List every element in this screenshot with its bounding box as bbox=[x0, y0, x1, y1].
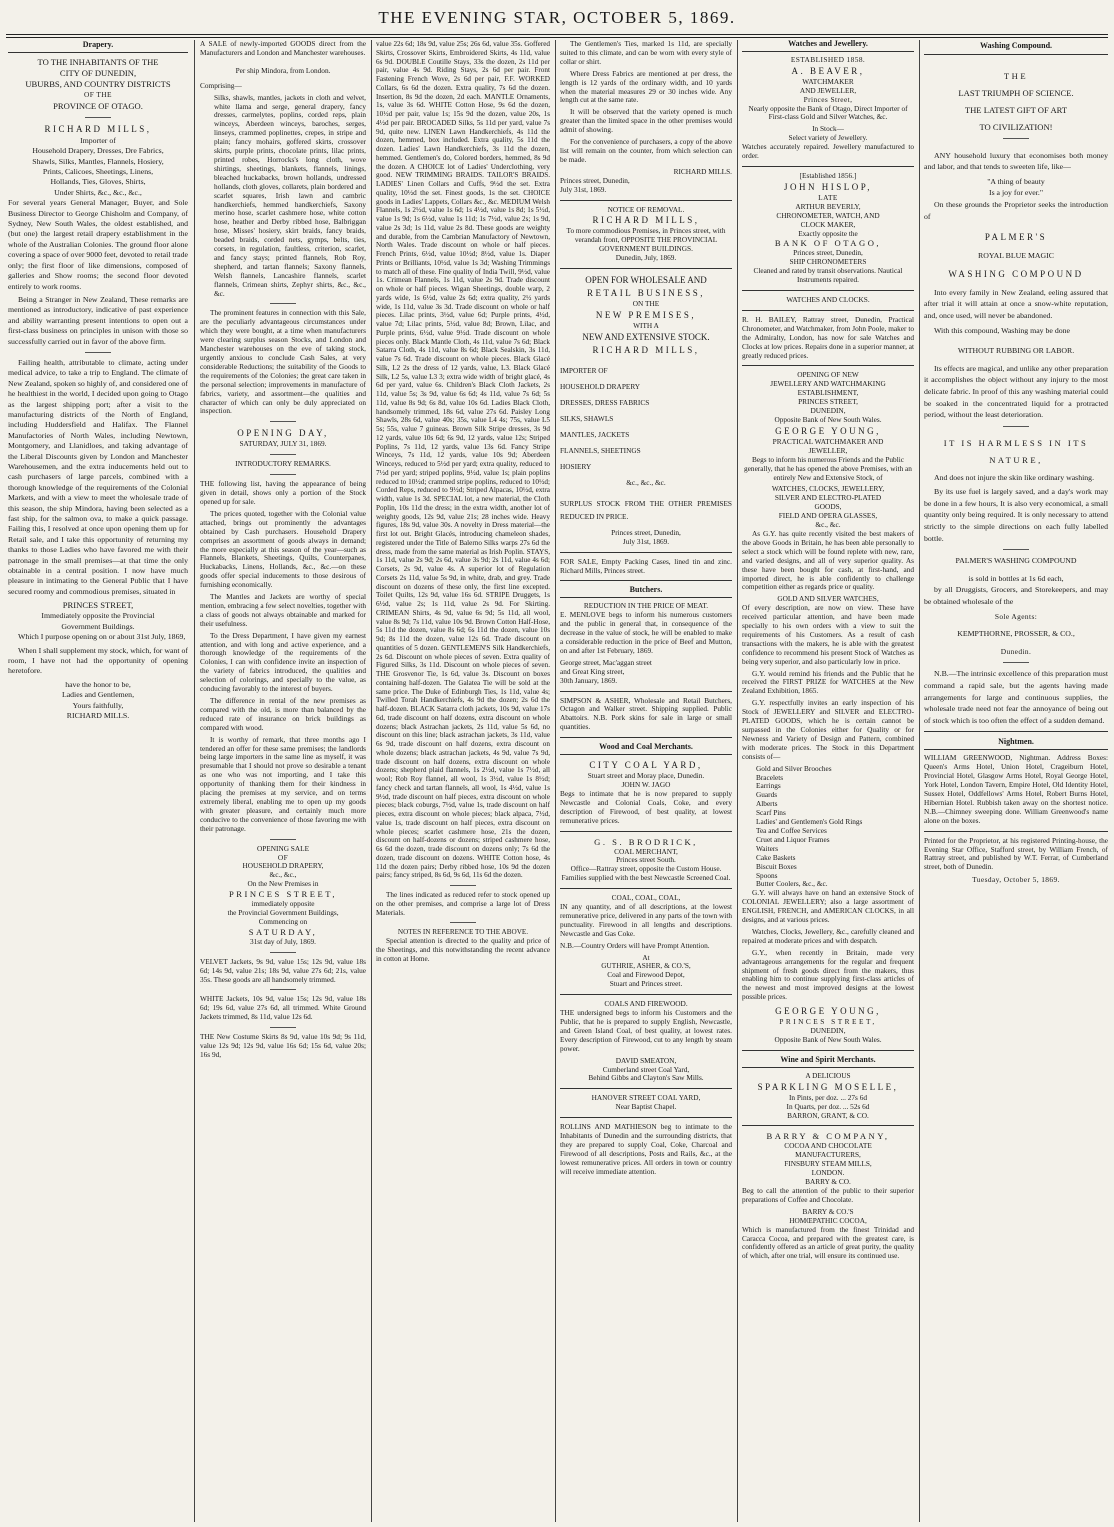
price-line: In Pints, per doz. ... 27s 6d bbox=[788, 1092, 868, 1102]
column-rule-3 bbox=[555, 40, 556, 1522]
opening-line: OPENING OF NEW bbox=[797, 370, 859, 380]
paragraph: Being a Stranger in New Zealand, These remarks are mentioned as introductory, indicative of past experience and ability warranting present intentions to open out a first-class business on principles in unison with those so successfully carried out in favor of the above firm. bbox=[8, 294, 188, 346]
importer-line: MANTLES, JACKETS bbox=[560, 429, 630, 439]
business-line: BARRY & CO. bbox=[805, 1177, 851, 1187]
ad-line: Household Drapery, Dresses, Dre Fabrics, bbox=[32, 146, 164, 156]
address-line: Near Baptist Chapel. bbox=[615, 1102, 677, 1112]
column-4 bbox=[560, 40, 732, 1520]
advertiser-name: RICHARD MILLS, bbox=[592, 344, 700, 355]
column-rule-2 bbox=[371, 40, 372, 1522]
divider bbox=[924, 831, 1108, 832]
importer-line: IMPORTER OF bbox=[560, 365, 608, 375]
business-line: COCOA AND CHOCOLATE bbox=[784, 1141, 872, 1151]
agents-label: Sole Agents: bbox=[994, 611, 1038, 621]
divider bbox=[270, 474, 296, 475]
stock-line: FIELD AND OPERA GLASSES, bbox=[778, 511, 878, 521]
address-line: UBURBS, AND COUNTRY DISTRICTS bbox=[25, 79, 171, 90]
open-line: RETAIL BUSINESS, bbox=[587, 288, 705, 299]
divider bbox=[85, 117, 111, 118]
paragraph: To more commodious Premises, in Princes street, with verandah front, OPPOSITE THE PROVINCIAL GOVERNMENT BUILDINGS. bbox=[566, 226, 726, 254]
ad-line: Under Shirts, &c., &c., &c., bbox=[54, 187, 142, 197]
column-5 bbox=[742, 40, 914, 1520]
sale-line: SATURDAY, bbox=[248, 926, 318, 937]
sale-line: immediately opposite bbox=[251, 899, 315, 909]
divider bbox=[742, 1050, 914, 1051]
paragraph: FOR SALE, Empty Packing Cases, lined tin and zinc. Richard Mills, Princes street. bbox=[560, 556, 732, 575]
paragraph: A SALE of newly-imported GOODS direct from the Manufacturers and London and Manchester warehouses. bbox=[200, 40, 366, 57]
paragraph: As G.Y. has quite recently visited the best makers of the above Goods in Britain, he has been able personally to select a stock which will be found replete with new, rare, and varied designs, and all of very superior quality. As these have been bought for cash, at first-hand, and imported direct, he is able confidently to challenge competition either as regards price or quality. bbox=[742, 528, 914, 592]
advertiser-name: GEORGE YOUNG, bbox=[775, 1006, 881, 1017]
sale-line: OPENING SALE bbox=[256, 843, 310, 853]
business-line: AND JEWELLER, bbox=[799, 85, 857, 95]
divider bbox=[560, 691, 732, 692]
headline: THE bbox=[1003, 70, 1029, 81]
removal-heading: NOTICE OF REMOVAL. bbox=[607, 204, 685, 214]
headline: NATURE, bbox=[989, 454, 1043, 465]
importer-line: FLANNELS, SHEETINGS bbox=[560, 445, 641, 455]
divider bbox=[742, 365, 914, 366]
column-6 bbox=[924, 40, 1108, 1520]
section-heading-wine: Wine and Spirit Merchants. bbox=[742, 1056, 914, 1068]
paragraph: VELVET Jackets, 9s 9d, value 15s; 12s 9d, value 18s 6d; 14s 9d, value 21s; 18s 9d, value 27s 6d; 21s, value 35s. These goods are all handsomely trimmed. bbox=[200, 956, 366, 984]
paragraph: Nearly opposite the Bank of Otago, Direct Importer of First-class Gold and Silver Watches, &c. bbox=[748, 103, 908, 122]
signature-line: July 31st, 1869. bbox=[560, 184, 607, 194]
column-2 bbox=[200, 40, 366, 1520]
advertiser-name: RICHARD MILLS, bbox=[592, 215, 700, 226]
open-line: WITH A bbox=[633, 320, 659, 330]
column-3 bbox=[376, 40, 550, 1520]
business-line: Exactly opposite the bbox=[798, 228, 858, 238]
merchant-name: BARRON, GRANT, & CO. bbox=[787, 1110, 869, 1120]
business-line: Families supplied with the best Newcastle Screened Coal. bbox=[561, 873, 731, 883]
paragraph: SIMPSON & ASHER, Wholesale and Retail Butchers, Octagon and Walker street. Shipping supplied. Public Abattoirs. N.B. Pork skins for sale in large or small quantities. bbox=[560, 695, 732, 732]
paragraph: The lines indicated as reduced refer to stock opened up on the other premises, and comprise a large lot of Dress Materials. bbox=[376, 891, 550, 917]
paragraph: Watches, Clocks, Jewellery, &c., carefully cleaned and repaired at moderate prices and with despatch. bbox=[742, 926, 914, 945]
ship-line: Per ship Mindora, from London. bbox=[235, 65, 331, 75]
business-name: CITY COAL YARD, bbox=[589, 760, 703, 771]
date-line: July 31st, 1869. bbox=[622, 536, 670, 546]
divider bbox=[742, 310, 914, 311]
divider bbox=[270, 1027, 296, 1028]
divider bbox=[560, 1117, 732, 1118]
paragraph: Watches accurately repaired. Jewellery manufactured to order. bbox=[742, 142, 914, 161]
divider bbox=[450, 922, 476, 923]
business-line: MANUFACTURERS, bbox=[795, 1150, 861, 1160]
established-line: [Established 1856.] bbox=[799, 170, 857, 180]
paragraph: The Gentlemen's Ties, marked 1s 11d, are specially suited to this climate, and can be worn with every style of collar or shirt. bbox=[560, 40, 732, 66]
at-line: At bbox=[642, 952, 650, 962]
divider bbox=[560, 831, 732, 832]
importer-line: HOUSEHOLD DRAPERY bbox=[560, 381, 641, 391]
address-line: and Great King street, bbox=[560, 666, 625, 676]
business-line: BARRY & CO.'S bbox=[802, 1206, 854, 1216]
price-list: value 22s 6d; 18s 9d, value 25s; 26s 6d, value 35s. Goffered Skirts, Crossover Skirts, Embroidered Skirts, 4s 11d, value 6s 9d. DOUBLE Coutille Stays, 33s the dozen, 2s 11d per pair, value 4s 9d. Riding Stays, 2s 6d per pair. Front Fastening French Wove, 2s 6d per pair, F.F. WORKED Collars, 6s 6d the dozen. Extra quality, 7s 6d the dozen. Insertion, 8s 9d the dozen, 2d each. MANTLE Ornaments, 1s, value 3s 6d. WHITE Cotton Hose, 9s 6d the dozen, 10½d per pair, value 1s; 15s 9d the dozen, value 20s, 1s 4½d per pair. BROCADED Silks, 5s 11d per yard, value 7s 9d, quite new. LINEN Lawn Handkerchiefs, 4s 11d the dozen, hemmed, box included. Extra quality, 5s 11d the dozen. Ladies' Lawn Handkerchiefs, 3s 11d the dozen, hemmed. Gentlemen's do, Colored borders, hemmed, 8s 9d the dozen. A CHOICE lot of Ladies' Underclothing, very good. NEW TRIMMING BRAIDS. TAILOR'S BRAIDS. LADIES' Linen Collars and Cuffs, 9½d the set. Extra quality, 10½d the set. Finest goods, 1s the set. CHOICE goods in Ladies' Lappets, Collars &c., &c. MEDIUM Welsh Flannels, 1s 2½d, value 1s 6d; 1s 4½d, value 1s 8d; 1s 5½d, value 1s 9d; 1s 6½d, value 1s 11d; 1s 7½d, value 2s; 1s 9d, value 2s 3d; 1s 11d, value 2s 8d. These goods are weighty and durable, from the Cambrian Manufactory of Newtown, North Wales. Trade discount on whole or half pieces. French Prints, 6½d, value 10½d; 8½d, value 1s. Diaper Prints or Brilliants, 10½d, value 1s 3d; Washing Trimmings to match all of these. Fine quality of India Twill, 9½d, value 1s. Crimean Flannels, 1s 11d, value 2s 9d. Trade discount on whole or half pieces. Wigan Sheetings, double warp, 2 yards wide, 1s 6½d, value 2s 6d; extra quality, 2½ yards wide, 1s 11d, value 3s 3d. Trade discount on whole or half pieces. Lilac prints, 3½d, value 6d; Purple prints, 4½d, value 7d; Lilac prints, 5½d, value 8d; Brown, Lilac, and Purple prints, 6½d, value 9½d. Trade discount on whole pieces only. Black Mantle Cloth, 4s 11d, value 7s 6d; Black Satarra Cloth, 4s 11d, value 8s 6d; Black Sealskin, 3s 11d, value 7s 6d. Trade discount on whole pieces. Black Glacé Silk, L2 2s the dress of 12 yards, value, L3. Black Glacé Silk, L2 5s, value L3 3; extra wide width of bright glacé, 4s 6d per yard, value 6s. Children's Black Cloth Jackets, 2s 11d, value 5s; 3s 9d, value 6s 6d; 4s 11d, value 7s 6d; 5s 11d, value 8s 9d; 6s 8d, value 10s 6d. Ladies Black Cloth, handsomely trimmed, 18s 6d, value 27s 6d. Paisley Long Shawls, 28s 6d, value 40s; 35s, value L4 4s; 75s, value L5 5s; 55s, value 7 guineas. Brown Silk Stripe dresses, 3s 9d 12 yards, value 10s 6d; 6s 9d, 12 yards, value 12s; Striped Poplins, 7s 11d, 12 yards, value 13s 6d. Fancy Stripe Winceys, 7s 11d, 12 yards, value 10s 9d; Aberdeen Winceys, reduced to 5½d per yard; extra quality, reduced to 7½d per yard; striped poplins, 9½d, value 1s; plain poplins reduced to 10½d; crammed stripe poplins, reduced to 10½d; Corded Reps, reduced to 9½d; Striped Alpacas, 10½d, extra width, value 1s 3d. SPECIAL lot, a new material, the Cloth Poplin, 10s 11d the dress; in the extra width, another lot of weighty goods, 12s 9d, value 21s; 28 inches wide. Heavy figures, 18s 9d, value 30s. A novelty in Dress material—the first lot out. Bright Glacés, introducing chameleon shades, registered under the Title of Balerno Silks warps 27s 6d the dress, made from the same material as Irish Poplin. STAYS, 1s 11d, value 2s 9d; 2s 6d, value 3s 9d; 2s 11d, value 4s 6d; Corsets, 2s 9d, value 4s. A superior lot of Regulation Corsets 2s 11d, value 5s 9d, in white, drab, and grey. Trade discount on dozens of these only, the first line excepted. Toilet Quilts, 12s 9d, value 16s 6d. STRIPE Druggets, 1s 6½d, value 2s; 1s 11d, value 2s 9d. For Skirting. CRIMEAN Shirts, 4s 9d, value 6s 9d; 5s 11d, all wool, value 8s 9d; 7s 11d, value 10s 9d. Brown Cotton Half-Hose, 5s 11d the dozen, value 8s 6d; 6s 11d the dozen, value 10s 9d; 8s 11d the dozen, value 12s 6d. Trade discount on quantities of 5 dozen. GENTLEMEN'S Silk Handkerchiefs, 2s 6d. Discount on whole pieces of seven. Extra quality of Figured Silks, 3s 11d. Discount on whole pieces of seven. THE Grosvenor Tie, 1s 6d, value 3s. Discount on boxes containing half-dozen. The Galatea Tie will be sold at the same price. The Duke of Edinburgh Ties, 1s 11d, value 4s; Twilled Torah Handkerchiefs, 4s 9d the dozen; 2s 6d the half-dozen. BLACK Satarra cloth jackets, 10s 9d, value 17s 6d, trade discount on half dozens, extra discount on whole dozens; black Astrachan jackets, 2s 11d, value 5s 6d, no discount on this line; black astrachan jackets, 3s 11d, value 6s 9d, trade discount on half dozens, extra discount on whole dozens; black astrachan jackets, 4s 9d, value 7s 9d, trade discount on half dozens, extra discount on whole dozens; shepherd plaid flannels, 1s 2½d, value 1s 7½d, all wool; Rob Roy flannel, all wool, 1s 3½d, value 1s 8½d; fancy check and tartan flannels, all wool, 1s 4½d, value 1s 9½d, trade discount on half pieces, extra discount on whole pieces; black coburgs, 7½d, value 1s, trade discount on half pieces, extra discount on whole pieces; black alpaca, 7½d, value 1s, trade discount on half pieces, extra discount on whole pieces; scarlet cashmere hose, 21s the dozen, discount on half-dozens or dozens; striped cashmere hose, 6s 6d the dozen, trade discount on dozens only; 7s 6d the dozen, trade discount on dozens. WHITE Cotton hose, 4s 11d the dozen pairs; Derby ribbed hose, 10s 9d the dozen pairs; fancy striped, 8s 6d, 9s 6d, 11s 6d the dozen. bbox=[376, 40, 550, 880]
paragraph: ROLLINS AND MATHIESON beg to intimate to the Inhabitants of Dunedin and the surrounding districts, that they are prepared to supply Coal, Coke, Charcoal and Firewood of all descriptions, Posts and Rails, &c., at the lowest remunerative prices. All orders in town or country will receive immediate attention. bbox=[560, 1122, 732, 1176]
list-item: Butter Coolers, &c., &c. bbox=[756, 879, 828, 889]
paragraph: WILLIAM GREENWOOD, Nightman. Address Boxes: Queen's Arms Hotel, Union Hotel, Crageiburn Hotel, Provincial Hotel, Glasgow Arms Hotel, Royal George Hotel, York Hotel, London Tavern, Empire Hotel, Old Identity Hotel, Sussex Hotel, Oddfellows' Arms Hotel, Robert Burns Hotel, Hibernian Hotel. Rubbish taken away on the shortest notice. N.B.—Chimney sweeping done. William Greenwood's name alone on the boxes. bbox=[924, 753, 1108, 825]
paragraph: Of every description, are now on view. These have received particular attention, and have been made specially to his own orders with a view to suit the requirements of his Customers. As a result of cash transactions with the makers, he is able with the greatest confidence to recommend his present Stock of Watches as being very superior, and also particularly low in price. bbox=[742, 603, 914, 666]
business-name: G. S. BRODRICK, bbox=[594, 836, 698, 847]
surplus-notice: SURPLUS STOCK FROM THE OTHER PREMISES REDUCED IN PRICE. bbox=[560, 498, 732, 521]
paragraph: With this compound, Washing may be done bbox=[934, 325, 1070, 335]
coals-heading: COALS AND FIREWOOD. bbox=[604, 999, 688, 1009]
paragraph: When I shall supplement my stock, which, for want of room, I have not had the opportunity of opening heretofore. bbox=[8, 645, 188, 676]
list-item: Waiters bbox=[756, 843, 779, 853]
stock-line: &c., &c. bbox=[815, 520, 841, 530]
importer-line: HOSIERY bbox=[560, 461, 592, 471]
gold-watches-heading: GOLD AND SILVER WATCHES, bbox=[777, 594, 879, 604]
address-line: Coal and Firewood Depot, bbox=[607, 970, 685, 980]
ad-line: Government Buildings. bbox=[61, 621, 135, 631]
masthead-rule bbox=[6, 34, 1108, 35]
importer-list bbox=[560, 363, 732, 491]
divider bbox=[270, 303, 296, 304]
address-line: Behind Gibbs and Clayton's Saw Mills. bbox=[588, 1073, 704, 1083]
divider bbox=[450, 885, 476, 886]
section-heading-wood-coal: Wood and Coal Merchants. bbox=[560, 743, 732, 755]
advertiser-name: JOHN HISLOP, bbox=[783, 181, 872, 192]
stock-line: WATCHES, CLOCKS, JEWELLERY, bbox=[771, 484, 885, 494]
divider bbox=[270, 989, 296, 990]
paragraph: R. H. BAILEY, Rattray street, Dunedin, Practical Chronometer, and Watchmaker, from John Poole, maker to the Admiralty, London, has now for sale Watches and Clocks at low prices. Repairs done in a superior manner, at greatly reduced prices. bbox=[742, 314, 914, 360]
paragraph: To the Dress Department, I have given my earnest attention, and with long and active experience, and a thorough knowledge of the requirements of the Colonies, I can with confidence invite an inspection of the variety of fabrics introduced, the qualities and selection of colorings, and specially to the value, as conducing favorably to the interest of buyers. bbox=[200, 630, 366, 694]
product-name: PALMER'S bbox=[984, 232, 1048, 243]
list-item: Earrings bbox=[756, 781, 781, 791]
imprint-date: Tuesday, October 5, 1869. bbox=[972, 875, 1060, 885]
business-line: SHIP CHRONOMETERS bbox=[789, 257, 867, 267]
divider bbox=[85, 352, 111, 353]
wine-line: A DELICIOUS bbox=[805, 1070, 851, 1080]
list-item: Bracelets bbox=[756, 772, 784, 782]
stock-line: SILVER AND ELECTRO-PLATED bbox=[774, 493, 882, 503]
quote-line: Is a joy for ever." bbox=[988, 188, 1044, 198]
imprint: Printed for the Proprietor, at his registered Printing-house, the Evening Star Office, Stafford street, by William French, of Rattray street, and published by W.T. Ferrar, of Cumberland street, both of Dunedin. bbox=[924, 835, 1108, 872]
meat-heading: REDUCTION IN THE PRICE OF MEAT. bbox=[583, 601, 709, 611]
divider bbox=[560, 552, 732, 553]
masthead-rule-2 bbox=[6, 37, 1108, 38]
business-line: Princes street South. bbox=[616, 855, 676, 865]
price-line: In Quarts, per doz. ... 52s 6d bbox=[786, 1101, 870, 1111]
business-line: Princes Street, bbox=[803, 94, 853, 104]
signature-line: Ladies and Gentlemen, bbox=[61, 690, 135, 700]
divider bbox=[1003, 549, 1029, 550]
divider bbox=[270, 421, 296, 422]
ad-line: Hollands, Ties, Gloves, Shirts, bbox=[50, 177, 146, 187]
business-line: Select variety of Jewellery. bbox=[788, 133, 868, 143]
paragraph: G.Y. will always have on hand an extensive Stock of COLONIAL JEWELLERY; also a large assortment of ENGLISH, FRENCH, and AMERICAN CLOCKS, in all designs, and at various prices. bbox=[742, 888, 914, 925]
headline: LAST TRIUMPH OF SCIENCE. bbox=[958, 87, 1074, 98]
divider bbox=[1003, 138, 1029, 139]
business-name: HANOVER STREET COAL YARD, bbox=[591, 1093, 701, 1103]
paragraph: Into every family in New Zealand, eeling assured that after trial it will attain at once a snow-white reputation, and, once used, will never be abandoned. bbox=[924, 287, 1108, 320]
advertiser-name: GEORGE YOUNG, bbox=[775, 425, 881, 436]
list-item: Biscuit Boxes bbox=[756, 861, 797, 871]
headline: PALMER'S WASHING COMPOUND bbox=[955, 556, 1077, 566]
sale-line: HOUSEHOLD DRAPERY, bbox=[242, 861, 324, 871]
section-heading-butchers: Butchers. bbox=[560, 586, 732, 598]
notes-heading: NOTES IN REFERENCE TO THE ABOVE. bbox=[397, 928, 529, 937]
divider bbox=[742, 1125, 914, 1126]
divider bbox=[270, 952, 296, 953]
advertiser-name: BARRY & COMPANY, bbox=[766, 1131, 890, 1142]
ad-line: Importer of bbox=[80, 135, 116, 145]
paragraph: E. MENLOVE begs to inform his numerous customers and the public in general that, in consequence of the decrease in the value of stock, he will be enabled to make a considerable reduction in the price of Beef and Mutton, on and after 1st February, 1869. bbox=[560, 610, 732, 655]
business-line: LONDON. bbox=[811, 1168, 845, 1178]
business-line: DUNEDIN, bbox=[810, 1026, 846, 1036]
divider bbox=[560, 737, 732, 738]
address-line: TO THE INHABITANTS OF THE bbox=[37, 57, 159, 68]
open-line: OPEN FOR WHOLESALE AND bbox=[585, 275, 707, 286]
agents-city: Dunedin. bbox=[1000, 646, 1032, 656]
ad-line: Immediately opposite the Provincial bbox=[41, 611, 155, 621]
product-line: WASHING COMPOUND bbox=[948, 268, 1084, 279]
sale-line: &c., &c., bbox=[269, 870, 297, 880]
open-line: NEW PREMISES, bbox=[595, 309, 697, 320]
watches-clocks-heading: WATCHES AND CLOCKS. bbox=[786, 295, 870, 305]
paragraph: Comprising— bbox=[200, 80, 242, 90]
sale-line: OF bbox=[277, 852, 289, 862]
headline: THE LATEST GIFT OF ART bbox=[964, 104, 1068, 115]
importer-line: DRESSES, DRESS FABRICS bbox=[560, 397, 650, 407]
opening-date: SATURDAY, JULY 31, 1869. bbox=[239, 439, 327, 449]
divider bbox=[742, 166, 914, 167]
address-line: Stuart street and Moray place, Dunedin. bbox=[587, 771, 705, 781]
headline: TO CIVILIZATION! bbox=[979, 121, 1053, 132]
paragraph: By its use fuel is largely saved, and a day's work may be done in a few hours, It is also very economical, a small quantity only being required. It is only necessary to attend strictly to the simple directions on each fully labelled bottle. bbox=[924, 487, 1108, 543]
section-heading-watches: Watches and Jewellery. bbox=[742, 40, 914, 52]
advertiser-name: RICHARD MILLS, bbox=[44, 123, 152, 134]
masthead: THE EVENING STAR, OCTOBER 5, 1869. bbox=[378, 8, 736, 27]
divider bbox=[270, 454, 296, 455]
signature-line: have the honor to be, bbox=[65, 679, 131, 689]
signature-name: RICHARD MILLS. bbox=[673, 166, 732, 176]
date-line: Princes street, Dunedin, bbox=[611, 527, 681, 537]
business-line: BANK OF OTAGO, bbox=[774, 238, 882, 249]
coal-heading: COAL, COAL, COAL, bbox=[611, 893, 681, 903]
opening-day-heading: OPENING DAY, bbox=[237, 428, 329, 439]
paragraph: N.B.—The intrinsic excellence of this preparation must command a rapid sale, but the agents having made arrangements for large and continuous supplies, the wholesale trade need not fear the annoyance of being out of stock which is too often the effect of a sudden demand. bbox=[924, 669, 1108, 725]
paragraph: It is worthy of remark, that three months ago I tendered an offer for these same premises; the landlords being large importers in the same line as myself, it was presumable that I should not prove so desirable a tenant as one who was not importing, and I take this opportunity of thanking them for their kindness in placing the premises at my service, and on terms extremely liberal, enabling me to open up my goods with greater pleasure, and certainly much more conducive to the convenience of those favoring me with their patronage. bbox=[200, 734, 366, 833]
list-item: Alberts bbox=[756, 799, 778, 809]
address-line: Cumberland street Coal Yard, bbox=[602, 1064, 690, 1074]
paragraph: by all Druggists, Grocers, and Storekeepers, and may be obtained wholesale of the bbox=[924, 585, 1108, 607]
list-item: Spoons bbox=[756, 870, 778, 880]
address-line: CITY OF DUNEDIN, bbox=[59, 68, 137, 79]
column-rule-1 bbox=[194, 40, 195, 1522]
paragraph: WHITE Jackets, 10s 9d, value 15s; 12s 9d, value 18s 6d; 19s 6d, value 27s 6d, all trimmed. White Ground Jackets trimmed, 8s 11d, value 12s 6d. bbox=[200, 994, 366, 1022]
divider bbox=[560, 888, 732, 889]
product-line: ROYAL BLUE MAGIC bbox=[978, 251, 1054, 261]
opening-line: ESTABLISHMENT, bbox=[797, 388, 859, 398]
section-heading-nightmen: Nightmen. bbox=[924, 737, 1108, 750]
paragraph: Where Dress Fabrics are mentioned at per dress, the length is 12 yards of the ordinary width, and 10 yards when the material measures 29 or 30 inches wide. Any length cut at the same rate. bbox=[560, 68, 732, 105]
divider bbox=[1003, 662, 1029, 663]
business-line: ARTHUR BEVERLY, bbox=[795, 201, 861, 211]
paragraph: Beg to call the attention of the public to their superior preparations of Coffee and Chocolate. bbox=[742, 1185, 914, 1204]
list-item: Tea and Coffee Services bbox=[756, 825, 827, 835]
paragraph: The prices quoted, together with the Colonial value attached, brings out prominently the advantages obtained by Cash purchasers. Household Drapery comprises an assortment of goods always in demand; the more especially at this season of the year—such as Flannels, Blankets, Sheetings, Quilts, Counterpanes, Huckabacks, Linens, Hollands, &c., &c.—on these goods offer special inducements to those desirous of furnishing economically. bbox=[200, 508, 366, 590]
paragraph: THE following list, having the appearance of being given in detail, shows only a portion of the Stock opened up for sale. bbox=[200, 479, 366, 506]
paragraph: It will be observed that the variety opened is much greater than the limited space in the other premises would admit of showing. bbox=[560, 107, 732, 135]
business-line: Princes street, Dunedin, bbox=[793, 248, 863, 258]
column-1 bbox=[8, 40, 188, 1520]
sale-line: Commencing on bbox=[258, 916, 308, 926]
section-heading-washing: Washing Compound. bbox=[924, 40, 1108, 55]
paragraph: And does not injure the skin like ordinary washing. bbox=[934, 472, 1095, 482]
paragraph: IN any quantity, and of all descriptions, at the lowest remunerative price, delivered in any parts of the town with punctuality. Firewood in all lengths and descriptions. Newcastle and Gas Coke. bbox=[560, 902, 732, 938]
street-name: PRINCES STREET, bbox=[62, 600, 134, 611]
business-line: CHRONOMETER, WATCH, AND bbox=[776, 210, 880, 220]
business-name: GUTHRIE, ASHER, & CO.'S, bbox=[601, 961, 691, 971]
address-line: OF THE bbox=[84, 90, 112, 100]
business-line: PRINCES STREET, bbox=[779, 1017, 877, 1027]
paragraph: Begs to intimate that he is now prepared to supply Newcastle and Colonial Coals, Coke, and every description of Firewood, of best quality, at lowest remunerative prices. bbox=[560, 788, 732, 825]
business-line: In Stock— bbox=[812, 124, 844, 134]
sale-line: PRINCES STREET, bbox=[228, 889, 337, 900]
list-item: Scarf Pins bbox=[756, 808, 786, 818]
paragraph: G.Y. respectfully invites an early inspection of his Stock of JEWELLERY and SILVER and ELECTRO-PLATED GOODS, which he is certain cannot be surpassed in the Colonies either for Quality or for Newness and Variety of Design and Pattern, combined with moderate prices. The Stock in this Department consists of— bbox=[742, 698, 914, 761]
paragraph: G.Y. would remind his friends and the Public that he received the FIRST PRIZE for WATCHES at the New Zealand Exhibition, 1865. bbox=[742, 668, 914, 696]
business-line: CLOCK MAKER, bbox=[800, 219, 856, 229]
business-line: Office—Rattray street, opposite the Custom House. bbox=[570, 864, 722, 874]
divider bbox=[560, 200, 732, 201]
importer-line: &c., &c., &c. bbox=[626, 477, 666, 487]
business-line: PRACTICAL WATCHMAKER AND bbox=[772, 436, 884, 446]
advertiser-name: A. BEAVER, bbox=[791, 65, 865, 76]
divider bbox=[742, 290, 914, 291]
established-line: ESTABLISHED 1858. bbox=[790, 54, 866, 64]
paragraph: N.B.—Country Orders will have Prompt Attention. bbox=[560, 940, 710, 950]
headline: WITHOUT RUBBING OR LABOR. bbox=[957, 346, 1075, 356]
divider bbox=[924, 731, 1108, 732]
divider bbox=[560, 580, 732, 581]
paragraph: The prominent features in connection with this Sale, are the peculiarly advantageous circumstances under which they were bought, at a time when manufacturers were clearing surplus season Stocks, and London and Manchester warehouses on the eve of taking stock, urgently anxious to conclude Cash Sales, at very considerable Reductions; the suitability of the Goods to the requirements of the Colonies; the great care taken in the personal selection; improvements in manufacture of fabrics, variety, and assortment—the qualities and character of which can only be duly appreciated on inspection. bbox=[200, 308, 366, 416]
paragraph: Cleaned and rated by transit observations. Nautical Instruments repaired. bbox=[753, 266, 903, 285]
business-line: COAL MERCHANT, bbox=[614, 846, 678, 856]
business-line: LATE bbox=[818, 192, 838, 202]
date-line: Dunedin, July, 1869. bbox=[615, 253, 677, 263]
paragraph: Special attention is directed to the quality and price of the Sheetings, and this notwithstanding the recent advance in cotton at Home. bbox=[376, 937, 550, 963]
business-line: FINSBURY STEAM MILLS, bbox=[784, 1159, 872, 1169]
business-line: HOMŒPATHIC COCOA, bbox=[789, 1215, 867, 1225]
sale-line: 31st day of July, 1869. bbox=[249, 936, 316, 946]
importer-line: SILKS, SHAWLS bbox=[560, 413, 614, 423]
address-line: 30th January, 1869. bbox=[560, 675, 618, 685]
paragraph: On these grounds the Proprietor seeks the introduction of bbox=[924, 199, 1108, 221]
sale-line: On the New Premises in bbox=[247, 879, 319, 889]
open-line: NEW AND EXTENSIVE STOCK. bbox=[582, 331, 710, 342]
proprietor-name: DAVID SMEATON, bbox=[615, 1055, 677, 1065]
paragraph: The Mantles and Jackets are worthy of special mention, embracing a few select novelties, together with a class of goods not always obtainable and marked for their usefulness. bbox=[200, 592, 366, 628]
divider bbox=[560, 994, 732, 995]
list-item: Ladies' and Gentlemen's Gold Rings bbox=[756, 817, 863, 827]
paragraph: Begs to inform his numerous Friends and the Public generally, that he has opened the above Premises, with an entirely New and Extensive Stock, of bbox=[744, 454, 912, 482]
ad-line: Shawls, Silks, Mantles, Flannels, Hosiery, bbox=[32, 156, 164, 166]
paragraph: The difference in rental of the new premises as compared with the old, is more than balanced by the reduced rate of insurance on brick buildings as compared with wood. bbox=[200, 696, 366, 732]
paragraph: For the convenience of purchasers, a copy of the above list will remain on the counter, from which selection can be made. bbox=[560, 137, 732, 164]
business-line: Opposite Bank of New South Wales. bbox=[774, 1035, 882, 1044]
opening-line: JEWELLERY AND WATCHMAKING bbox=[770, 379, 886, 389]
intro-heading: INTRODUCTORY REMARKS. bbox=[235, 459, 331, 469]
divider bbox=[1003, 426, 1029, 427]
opening-line: DUNEDIN, bbox=[810, 406, 846, 416]
list-item: Guards bbox=[756, 790, 778, 800]
price-line: is sold in bottles at 1s 6d each, bbox=[968, 573, 1064, 583]
stock-line: GOODS, bbox=[814, 502, 842, 512]
goods-list: Silks, shawls, mantles, jackets in cloth and velvet, white llama and serge, general drapery, fancy dresses, carmelytes, poplins, corded reps, plain winceys, Aberdeen winceys, baroches, serges, linseys, crammed poplinettes, crepes, in stripe and plain; fancy mohairs, goffered skirts, crossover skirts, purple prints, chocolate prints, lilac prints, printed robes, Horrocks's long cloth, wove shirtings, sheetings, blankets, flannels, linings, bleached huckabacks, brown hollands, undressed hollands, cloth gloves, collarets, plain bordered and scarlet squares, Irish lawn and cambric handkerchiefs, hemmed handkerchiefs, Saxony merino hose, scarlet cashmere hose, white cotton hose, heather and Derby ribbed hose, Balbriggan hose, Misses' hosiery, skirt braids, fancy braids, beaded braids, corded nets, gymps, belts, ties, corsets, in regulation, faultless, criterion, scarlet, and fancy stays; printed flannels, Rob Roy, shepherd, and tartan flannels; Saxony flannels, Welsh flannels, Lancashire flannels, scarlet flannels, Crimean shirts, Zephyr shirts, &c., &c., &c. bbox=[214, 92, 366, 298]
business-line: WATCHMAKER bbox=[802, 76, 854, 86]
divider bbox=[560, 1088, 732, 1089]
column-rule-5 bbox=[919, 40, 920, 1522]
signature-line: Yours faithfully, bbox=[72, 700, 124, 710]
opening-line: PRINCES STREET, bbox=[798, 397, 858, 407]
opening-line: Opposite Bank of New South Wales. bbox=[774, 415, 882, 424]
address-line: George street, Mac'aggan street bbox=[560, 657, 652, 667]
open-line: ON THE bbox=[632, 299, 660, 309]
paragraph: THE undersigned begs to inform his Customers and the Public, that he is prepared to supply English, Newcastle, and Green Island Coal, of best quality, at lowest rates. Every description of Firewood, cut to any length by steam power. bbox=[560, 1008, 732, 1053]
paragraph: THE New Costume Skirts 8s 9d, value 10s 9d; 9s 11d, value 12s 9d; 12s 9d, value 16s 6d; 15s 6d, value 20s; 16s 9d, bbox=[200, 1032, 366, 1059]
sale-line: the Provincial Government Buildings, bbox=[227, 908, 339, 918]
proprietor-name: JOHN W. JAGO bbox=[621, 779, 671, 789]
ad-line: Prints, Calicoes, Sheetings, Linens, bbox=[42, 167, 154, 177]
paragraph: G.Y., when recently in Britain, made very advantageous arrangements for the regular and frequent shipment of fresh goods direct from the makers, thus enabling him to continue supplying first-class articles of the newest and most improved designs at the lowest possible prices. bbox=[742, 947, 914, 1002]
list-item: Gold and Silver Brooches bbox=[756, 763, 832, 773]
paragraph: Which is manufactured from the finest Trinidad and Caracca Cocoa, and prepared with the greatest care, is confidently offered as an article of great purity, the quality of which, after one trial, will ensure its continued use. bbox=[742, 1224, 914, 1261]
wine-name: SPARKLING MOSELLE, bbox=[757, 1081, 899, 1092]
section-heading-drapery: Drapery. bbox=[8, 40, 188, 53]
divider bbox=[270, 839, 296, 840]
paragraph: ANY household luxury that economises both money and labor, and that tends to sweeten life, like— bbox=[924, 150, 1108, 172]
signature-line: Princes street, Dunedin, bbox=[560, 175, 630, 185]
business-line: JEWELLER, bbox=[808, 445, 848, 455]
paragraph: Which I purpose opening on or about 31st July, 1869, bbox=[18, 632, 186, 642]
address-line: Stuart and Princes street. bbox=[609, 979, 683, 989]
address-line: PROVINCE OF OTAGO. bbox=[53, 100, 143, 111]
headline: IT IS HARMLESS IN ITS bbox=[943, 437, 1089, 448]
signature-name: RICHARD MILLS. bbox=[66, 710, 130, 720]
agents-name: KEMPTHORNE, PROSSER, & CO., bbox=[957, 629, 1075, 639]
divider bbox=[560, 268, 732, 269]
column-rule-4 bbox=[737, 40, 738, 1522]
list-item: Cake Baskets bbox=[756, 852, 796, 862]
quote-line: "A thing of beauty bbox=[987, 176, 1045, 186]
paragraph: Failing health, attributable to climate, acting under medical advice, to take a trip to England. The climate of New Zealand, spoken so highly of, and considered one of he healthiest in the world, I decided upon going to Otago as the largest shipping port; after a visit to the manufacturing districts of the North of England, including Huddersfield and Halifax. The Flannel Manufactories of North Wales, including Newtown, Montgomery, and Llanidloes, and taking advantage of the Liberal Discounts given by London and Manchester Warehousemen, and the extra inducements held out to cash purchasers of large parcels, combined with a thorough knowledge of the requirements of the Colonial Markets, and with a view to meet the wholesale trade of this season, the ship Mindora, having been selected as a fast ship, for the salmon ova, to make a quick passage. Failing this, I resolved at once upon opening them up for Retail sale, and I take this opportunity of returning my thanks to those Ladies who have favored me with their patronage in the small premises—at that time the only obtainable in a central position. I now have much pleasure in intimating to the General Public that I have secured roomy and commodious premises, situated in bbox=[8, 357, 188, 596]
paragraph: For several years General Manager, Buyer, and Sole Business Director to George Chisholm and Company, of Sydney, New South Wales, the oldest established, and (but one) the largest retail drapery establishment in the whole of the Australian Colonies. The ground floor alone covering a space of over 9000 feet, devoted to retail trade only; the first floor of like dimensions, composed of galleries and Show rooms; the second floor devoted entirely to work rooms. bbox=[8, 198, 188, 291]
jewellery-list bbox=[742, 765, 914, 890]
list-item: Cruet and Liquor Frames bbox=[756, 834, 830, 844]
paragraph: Its effects are magical, and unlike any other preparation it accomplishes the object without any injury to the most delicate fabric. In proof of this any washing material could be soaked in the concentrated liquid for a protracted period, without the least deterioration. bbox=[924, 363, 1108, 420]
